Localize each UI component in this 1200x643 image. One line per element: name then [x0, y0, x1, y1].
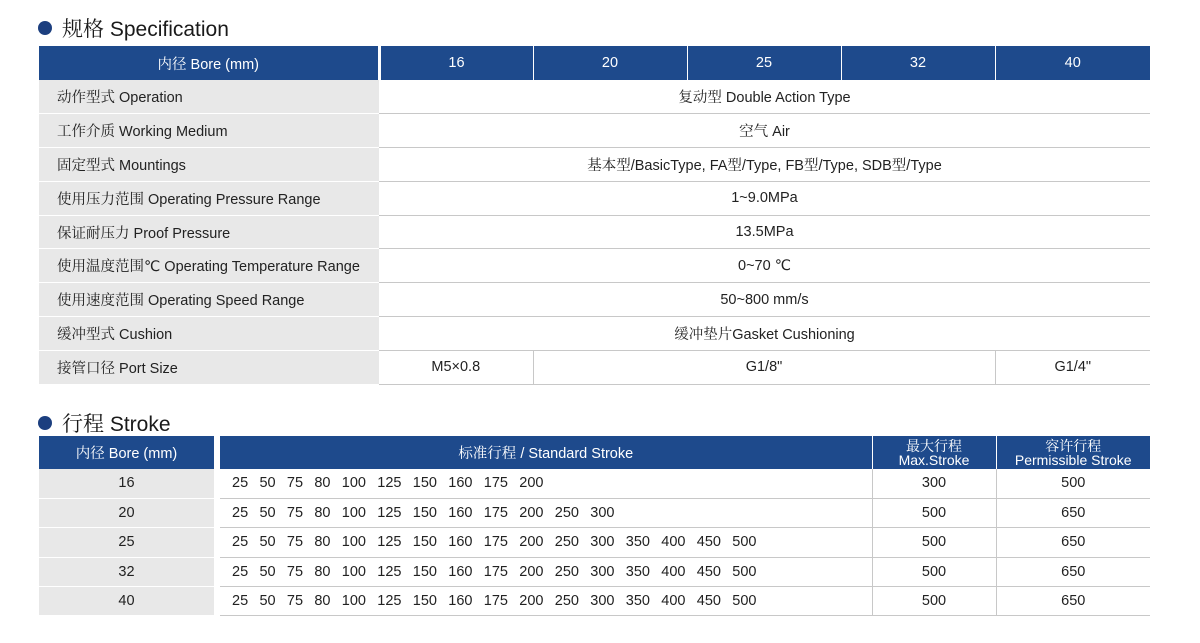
- stroke-value: 25: [232, 593, 249, 610]
- stroke-value: 350: [625, 563, 650, 580]
- stroke-value: 25: [232, 475, 249, 492]
- stroke-value: 175: [483, 593, 508, 610]
- stroke-value: 150: [412, 475, 437, 492]
- operation-value: 复动型 Double Action Type: [379, 80, 1150, 114]
- stroke-value: 50: [259, 563, 276, 580]
- table-row: [39, 114, 1150, 148]
- stroke-value: 300: [590, 534, 615, 551]
- standard-stroke-header: 标准行程 / Standard Stroke: [217, 436, 872, 469]
- table-row: [39, 148, 1150, 182]
- stroke-value: 160: [448, 505, 473, 522]
- stroke-value: 100: [341, 534, 366, 551]
- table-row: [39, 80, 1150, 114]
- standard-strokes-cell: [217, 528, 872, 557]
- stroke-value: 100: [341, 563, 366, 580]
- port-size-40: G1/4": [995, 350, 1150, 384]
- stroke-value: 250: [554, 563, 579, 580]
- stroke-bore-cell: 25: [39, 528, 217, 557]
- permissible-stroke-cell: 500: [996, 469, 1150, 498]
- stroke-value: 75: [286, 563, 304, 580]
- stroke-value: 450: [696, 593, 721, 610]
- max-stroke-cell: 500: [872, 587, 996, 616]
- stroke-value: 50: [259, 475, 276, 492]
- stroke-value: 450: [696, 534, 721, 551]
- temperature-label: 使用温度范围℃ Operating Temperature Range: [39, 249, 379, 283]
- bore-header: 内径 Bore (mm): [39, 46, 379, 80]
- mountings-value: 基本型/BasicType, FA型/Type, FB型/Type, SDB型/Type: [379, 148, 1150, 182]
- stroke-value: 450: [696, 563, 721, 580]
- stroke-value: 200: [519, 505, 544, 522]
- temperature-value: 0~70 ℃: [379, 249, 1150, 283]
- stroke-value: 500: [732, 534, 757, 551]
- stroke-value: 160: [448, 534, 473, 551]
- bore-25-header: 25: [687, 46, 841, 80]
- spec-section-title: [38, 13, 229, 43]
- table-row: [39, 350, 1150, 384]
- stroke-value: 175: [483, 563, 508, 580]
- stroke-value: 80: [314, 505, 331, 522]
- stroke-value: 200: [519, 563, 544, 580]
- stroke-value: 80: [314, 475, 331, 492]
- stroke-value: 25: [232, 534, 249, 551]
- table-row: [39, 528, 1150, 557]
- stroke-header-row: [39, 436, 1150, 469]
- table-row: [39, 283, 1150, 317]
- stroke-value: 500: [732, 563, 757, 580]
- medium-value: 空气 Air: [379, 114, 1150, 148]
- stroke-value: 125: [377, 475, 402, 492]
- stroke-value: 25: [232, 563, 249, 580]
- standard-strokes-cell: [217, 557, 872, 586]
- speed-label: 使用速度范围 Operating Speed Range: [39, 283, 379, 317]
- stroke-value: 25: [232, 505, 249, 522]
- speed-value: 50~800 mm/s: [379, 283, 1150, 317]
- stroke-value: 250: [554, 534, 579, 551]
- stroke-value: 200: [519, 475, 544, 492]
- standard-strokes-cell: [217, 587, 872, 616]
- stroke-value: 150: [412, 593, 437, 610]
- spec-header-row: [39, 46, 1150, 80]
- stroke-value: 300: [590, 505, 615, 522]
- spec-title-text: 规格 Specification: [62, 18, 229, 41]
- stroke-value: 160: [448, 563, 473, 580]
- permissible-stroke-header: [996, 436, 1150, 469]
- operation-label: 动作型式 Operation: [39, 80, 379, 114]
- stroke-bore-cell: 16: [39, 469, 217, 498]
- stroke-value: 300: [590, 593, 615, 610]
- stroke-value: 400: [661, 593, 686, 610]
- stroke-value: 150: [412, 505, 437, 522]
- stroke-value: 50: [259, 534, 276, 551]
- max-stroke-cell: 500: [872, 557, 996, 586]
- stroke-bore-cell: 32: [39, 557, 217, 586]
- bore-16-header: 16: [379, 46, 533, 80]
- standard-strokes-cell: [217, 498, 872, 527]
- port-size-16: M5×0.8: [379, 350, 533, 384]
- table-row: [39, 249, 1150, 283]
- pressure-value: 1~9.0MPa: [379, 181, 1150, 215]
- stroke-value: 150: [412, 563, 437, 580]
- mountings-label: 固定型式 Mountings: [39, 148, 379, 182]
- bullet-icon: [38, 416, 52, 430]
- stroke-value: 125: [377, 563, 402, 580]
- stroke-value: 175: [483, 534, 508, 551]
- permissible-stroke-header-en: Permissible Stroke: [1014, 451, 1132, 468]
- proof-pressure-value: 13.5MPa: [379, 215, 1150, 249]
- stroke-bore-cell: 20: [39, 498, 217, 527]
- stroke-value: 80: [314, 563, 331, 580]
- stroke-value: 50: [259, 593, 276, 610]
- stroke-value: 200: [519, 534, 544, 551]
- stroke-value: 125: [377, 534, 402, 551]
- cushion-value: 缓冲垫片Gasket Cushioning: [379, 317, 1150, 351]
- stroke-title-text: 行程 Stroke: [62, 413, 171, 436]
- stroke-value: 50: [259, 505, 276, 522]
- stroke-value: 500: [732, 593, 757, 610]
- table-row: [39, 498, 1150, 527]
- permissible-stroke-cell: 650: [996, 528, 1150, 557]
- permissible-stroke-header-cn: 容许行程: [1045, 437, 1102, 454]
- table-row: [39, 587, 1150, 616]
- bore-40-header: 40: [995, 46, 1150, 80]
- table-row: [39, 469, 1150, 498]
- stroke-value: 125: [377, 505, 402, 522]
- stroke-value: 350: [625, 534, 650, 551]
- stroke-table: [39, 436, 1150, 616]
- stroke-value: 75: [286, 534, 304, 551]
- port-size-20-32: G1/8": [533, 350, 995, 384]
- stroke-value: 350: [625, 593, 650, 610]
- stroke-value: 75: [286, 593, 304, 610]
- bore-32-header: 32: [841, 46, 995, 80]
- permissible-stroke-cell: 650: [996, 498, 1150, 527]
- stroke-value: 80: [314, 534, 331, 551]
- table-row: [39, 181, 1150, 215]
- bore-20-header: 20: [533, 46, 687, 80]
- stroke-value: 75: [286, 475, 304, 492]
- stroke-value: 160: [448, 593, 473, 610]
- proof-pressure-label: 保证耐压力 Proof Pressure: [39, 215, 379, 249]
- table-row: [39, 215, 1150, 249]
- stroke-section-title: [38, 408, 171, 438]
- stroke-value: 175: [483, 475, 508, 492]
- stroke-bore-cell: 40: [39, 587, 217, 616]
- stroke-value: 80: [314, 593, 331, 610]
- stroke-value: 175: [483, 505, 508, 522]
- table-row: [39, 557, 1150, 586]
- max-stroke-header-cn: 最大行程: [906, 437, 962, 454]
- specification-table: [39, 46, 1150, 385]
- max-stroke-cell: 500: [872, 528, 996, 557]
- stroke-value: 75: [286, 505, 304, 522]
- pressure-label: 使用压力范围 Operating Pressure Range: [39, 181, 379, 215]
- medium-label: 工作介质 Working Medium: [39, 114, 379, 148]
- stroke-value: 100: [341, 593, 366, 610]
- stroke-value: 160: [448, 475, 473, 492]
- max-stroke-cell: 500: [872, 498, 996, 527]
- permissible-stroke-cell: 650: [996, 587, 1150, 616]
- max-stroke-header: [872, 436, 996, 469]
- cushion-label: 缓冲型式 Cushion: [39, 317, 379, 351]
- permissible-stroke-cell: 650: [996, 557, 1150, 586]
- table-row: [39, 317, 1150, 351]
- stroke-value: 125: [377, 593, 402, 610]
- stroke-value: 250: [554, 593, 579, 610]
- stroke-value: 200: [519, 593, 544, 610]
- stroke-value: 400: [661, 534, 686, 551]
- stroke-value: 300: [590, 563, 615, 580]
- bullet-icon: [38, 21, 52, 35]
- stroke-value: 100: [341, 505, 366, 522]
- port-size-label: 接管口径 Port Size: [39, 350, 379, 384]
- stroke-value: 100: [341, 475, 366, 492]
- stroke-value: 150: [412, 534, 437, 551]
- max-stroke-header-en: Max.Stroke: [898, 451, 970, 468]
- standard-strokes-cell: [217, 469, 872, 498]
- max-stroke-cell: 300: [872, 469, 996, 498]
- stroke-bore-header: 内径 Bore (mm): [39, 436, 217, 469]
- stroke-value: 250: [554, 505, 579, 522]
- stroke-value: 400: [661, 563, 686, 580]
